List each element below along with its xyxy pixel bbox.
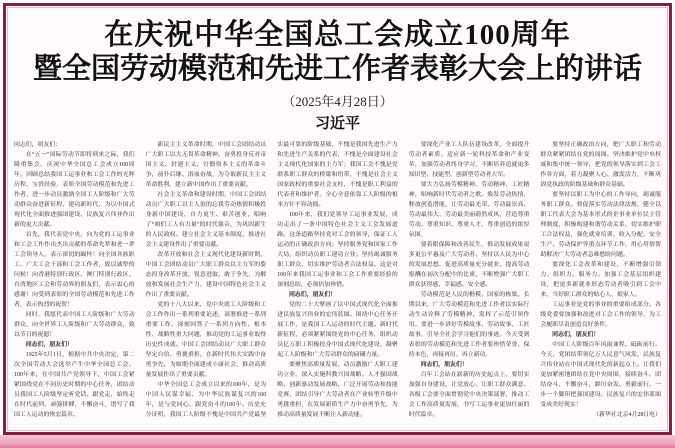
article-paragraph: 同志们，朋友们！: [420, 362, 468, 368]
article-paragraph: 首先，我代表党中央，向为党的工运事业和工会工作作出杰出贡献的革命先辈和老一辈工会领导人，表示深切的缅怀！向全国各族职工、广大工会干部和工会工作者，致以诚挚的问候！向香港特别行政区、澳门特别行政区、台湾地区工会和劳动界的朋友们，表示衷心的感谢！向受到表彰的全国劳动模范和先进工作者，表示热烈的祝贺！: [14, 232, 135, 308]
page-content: [14, 10, 661, 428]
article-paragraph: 同志们，朋友们！: [288, 292, 337, 298]
article-paragraph: 要大力弘扬劳模精神、劳动精神、工匠精神，唱响新时代劳动者之歌。焕发劳动热情、释放创造潜能，让劳动最光荣、劳动最崇高、劳动最伟大、劳动最美丽蔚然成风，营造尊重劳动、尊重知识、尊重人才、尊重创造的浓厚氛围。: [408, 182, 530, 238]
article-paragraph: 同志们，朋友们：: [14, 142, 62, 148]
article-paragraph: 新民主主义革命时期，中国工会团结动员广大职工以大无畏革命精神，奋勇投身反对帝国主义、封建主义、官僚资本主义的革命斗争，前仆后继、浴血奋战，为夺取新民主主义革命胜利、建立新中国作出了重要贡献。: [145, 142, 267, 188]
pink-paper-edge: [0, 435, 675, 448]
article-paragraph: 劳动模范是人民的楷模、国家的栋梁。长期以来，广大劳动模范和先进工作者以实际行动生动诠释了劳模精神，发挥了示范引领作用。要进一步讲好劳模故事、劳动故事、工匠故事，引导全社会学习他们的事迹。今天受到表彰的劳动模范和先进工作者要珍惜荣誉、保持本色，再接再厉、再立新功。: [408, 292, 530, 358]
article-paragraph: 100年来，我们党领导工运事业发展，成功走出了一条中国特色社会主义工会发展道路。这条道路坚持党对工会的领导，保证工人运动的正确政治方向；坚持服务党和国家工作大局，组织动员职工建功立业；坚持竭诚服务职工群众，切实维护劳动者合法权益。这是对100年来我国工运事业和工会工作重要经验的深刻总结，必须倍加珍惜。: [277, 212, 398, 288]
article-paragraph: 要着眼保障和改善民生，推动发展成果更多更公平惠及广大劳动者。坚持以人民为中心的发展思想，促进高质量充分就业，提高劳动报酬在初次分配中的比重，不断增强广大职工群众获得感、幸福感、安全感。: [408, 242, 530, 288]
date-line: （2025年4月28日）: [282, 94, 393, 110]
article-paragraph: 要深化产业工人队伍建设改革，全面提升劳动者素质。适应新一轮科技革命和产业变革，加强劳动者终身学习，不断培养造就更多知识型、技能型、创新型劳动者大军。: [408, 142, 530, 178]
article-paragraph: 要坚持正确政治方向，把广大职工和劳动群众紧紧团结在党的周围。坚决维护党中央权威和集中统一领导，把党的领导落实到工会工作各方面，着力凝聚人心、激发活力，不断巩固党执政的阶级基础和群众基础。: [540, 142, 661, 188]
article-paragraph: 要坚持以职工为中心的工作导向，竭诚服务职工群众。督促落实劳动法律法规，健全以职工代表大会为基本形式的企事业单位民主管理制度，积极构建和谐劳动关系，切实维护职工合法权益，强化就业培训、收入分配、安全生产、劳动保护等重点环节工作，用心用情帮助解决广大劳动者急难愁盼问题。: [540, 192, 661, 258]
news-agency-attribution: （新华社北京4月28日电）: [593, 412, 661, 418]
article-paragraph: 工运事业是党的事业的重要组成部分。各级党委要加强和改进对工会工作的领导，为工会履职尽责创造良好条件。: [540, 302, 661, 328]
article-paragraph: 党的二十大擘画了以中国式现代化全面推进民族复兴伟业的宏伟蓝图。围绕中心任务开展工作，是我国工人运动的时代主题。新时代新征程，必须紧紧围绕党的中心任务，组织动员亿万职工积极投身中国式现代化建设，凝聚起工人阶级和广大劳动群众的磅礴力量。: [277, 302, 398, 358]
article-paragraph: 要聚焦高质量发展，动员激励广大职工建功立业。深入实施科教兴国战略、人才强国战略、创新驱动发展战略，广泛开展劳动和技能竞赛，团结引导广大劳动者在产业转型升级中勇挑重担，在发展新质生产力中奋勇争先，为推动高质量发展不断注入新动能。: [277, 362, 398, 418]
article-paragraph: 在“五一”国际劳动节即将到来之际，我们隆重集会，庆祝中华全国总工会成立100周年，回顾总结我国工运事业和工会工作的光辉历程、宝贵经验，表彰全国劳动模范和先进工作者，进一步动员激励全国工人阶级和广大劳动群众奋进新征程、建功新时代，为以中国式现代化全面推进强国建设、民族复兴伟业作出新的更大贡献。: [14, 152, 135, 228]
article-paragraph: 1925年5月1日，根据中共中央决定，第二次全国劳动大会选举产生中华全国总工会。100年来，在中国共产党领导下，中国工会紧紧围绕党在不同历史时期的中心任务，团结动员我国工人阶级坚定听党话、跟党走，始终走在时代前列，顽强拼搏、不懈奋斗，谱写了我国工人运动的恢宏篇章。: [14, 352, 135, 418]
article-paragraph: 要深化工会改革和建设，不断增强引领力、组织力、服务力。加强工会基层组织建设，把更多新就业形态劳动者吸引到工会中来，当好职工群众的贴心人、娘家人。: [540, 262, 661, 298]
article-paragraph: 中国工人阶级百年风雨兼程、砥砺前行。今天，党团结带领亿万人民意气风发，民族复兴伟业站在中国式现代化的新起点上。让我们更加紧密地团结在党中央周围，接续奋斗、团结奋斗、不懈奋斗，踔厉奋发、勇毅前行，一步一个脚印把强国建设、民族复兴的宏伟蓝图变成美好现实！: [540, 342, 661, 408]
article-paragraph: 同志们，朋友们！: [552, 332, 600, 338]
article-paragraph: 中华全国总工会成立以来的100年，是为中国人民谋幸福、为中华民族谋复兴的100年，是与党同心、跟党奋斗的100年。历史充分证明，我国工人阶级不愧是中国共产党最坚实最可靠的阶级基础，不愧是我国先进生产力和先进生产关系的代表，不愧是全面建设社会主义现代化国家的主力军；我国工会不愧是党联系职工群众的桥梁和纽带，不愧是社会主义国家政权的重要社会支柱，不愧是职工利益的代表者和维护者。全心全意依靠工人阶级的根本方针不容动摇。: [145, 142, 398, 418]
headline-line-2: 暨全国劳动模范和先进工作者表彰大会上的讲话: [32, 53, 642, 86]
article-paragraph: 社会主义革命和建设时期，中国工会团结动员广大职工以主人翁的忘我劳动热情积极投身新中国建设，自力更生、艰苦创业，唱响了“咱们工人有力量”的时代强音，为巩固新生的人民政权、建立社会主义基本制度、推进社会主义建设作出了重要贡献。: [145, 192, 267, 248]
article-paragraph: 党的十八大以来，党中央就工人阶级和工会工作作出一系列重要论述，部署推进一系列重要工作，深刻回答了一系列方向性、根本性、战略性重大问题，推动党的工运事业取得历史性成就。中国工会团结动员广大职工群众坚定自信、勇挑重担，在新时代伟大实践中奋勇争先，为如期全面建成小康社会、推动高质量发展作出了重要贡献。: [145, 302, 267, 378]
article-paragraph: 改革开放和社会主义现代化建设新时期，中国工会团结动员广大职工群众以主力军的姿态投身改革开放，锐意进取、敢于争先，为解放和发展社会生产力、建设中国特色社会主义作出了重要贡献。: [145, 252, 267, 298]
article-headline: [14, 18, 661, 86]
article-paragraph: 百年工会站在崭新的历史起点上，要切实加强自身建设，让党放心、让职工群众满意。各级工会要全面贯彻党中央决策部署，推动工会工作高质量发展，书写工运事业更加壮丽的时代篇章。: [408, 372, 530, 418]
page-frame: [3, 3, 672, 435]
byline-author: 习近平: [314, 116, 360, 133]
article-columns: [14, 140, 661, 426]
article-paragraph: 同时，我愿代表中国工人阶级和广大劳动群众，向全世界工人阶级和广大劳动群众，致以节日的祝愿！: [14, 312, 135, 338]
headline-line-1: 在庆祝中华全国总工会成立100周年: [104, 19, 571, 51]
article-paragraph: 同志们，朋友们！: [25, 342, 73, 348]
